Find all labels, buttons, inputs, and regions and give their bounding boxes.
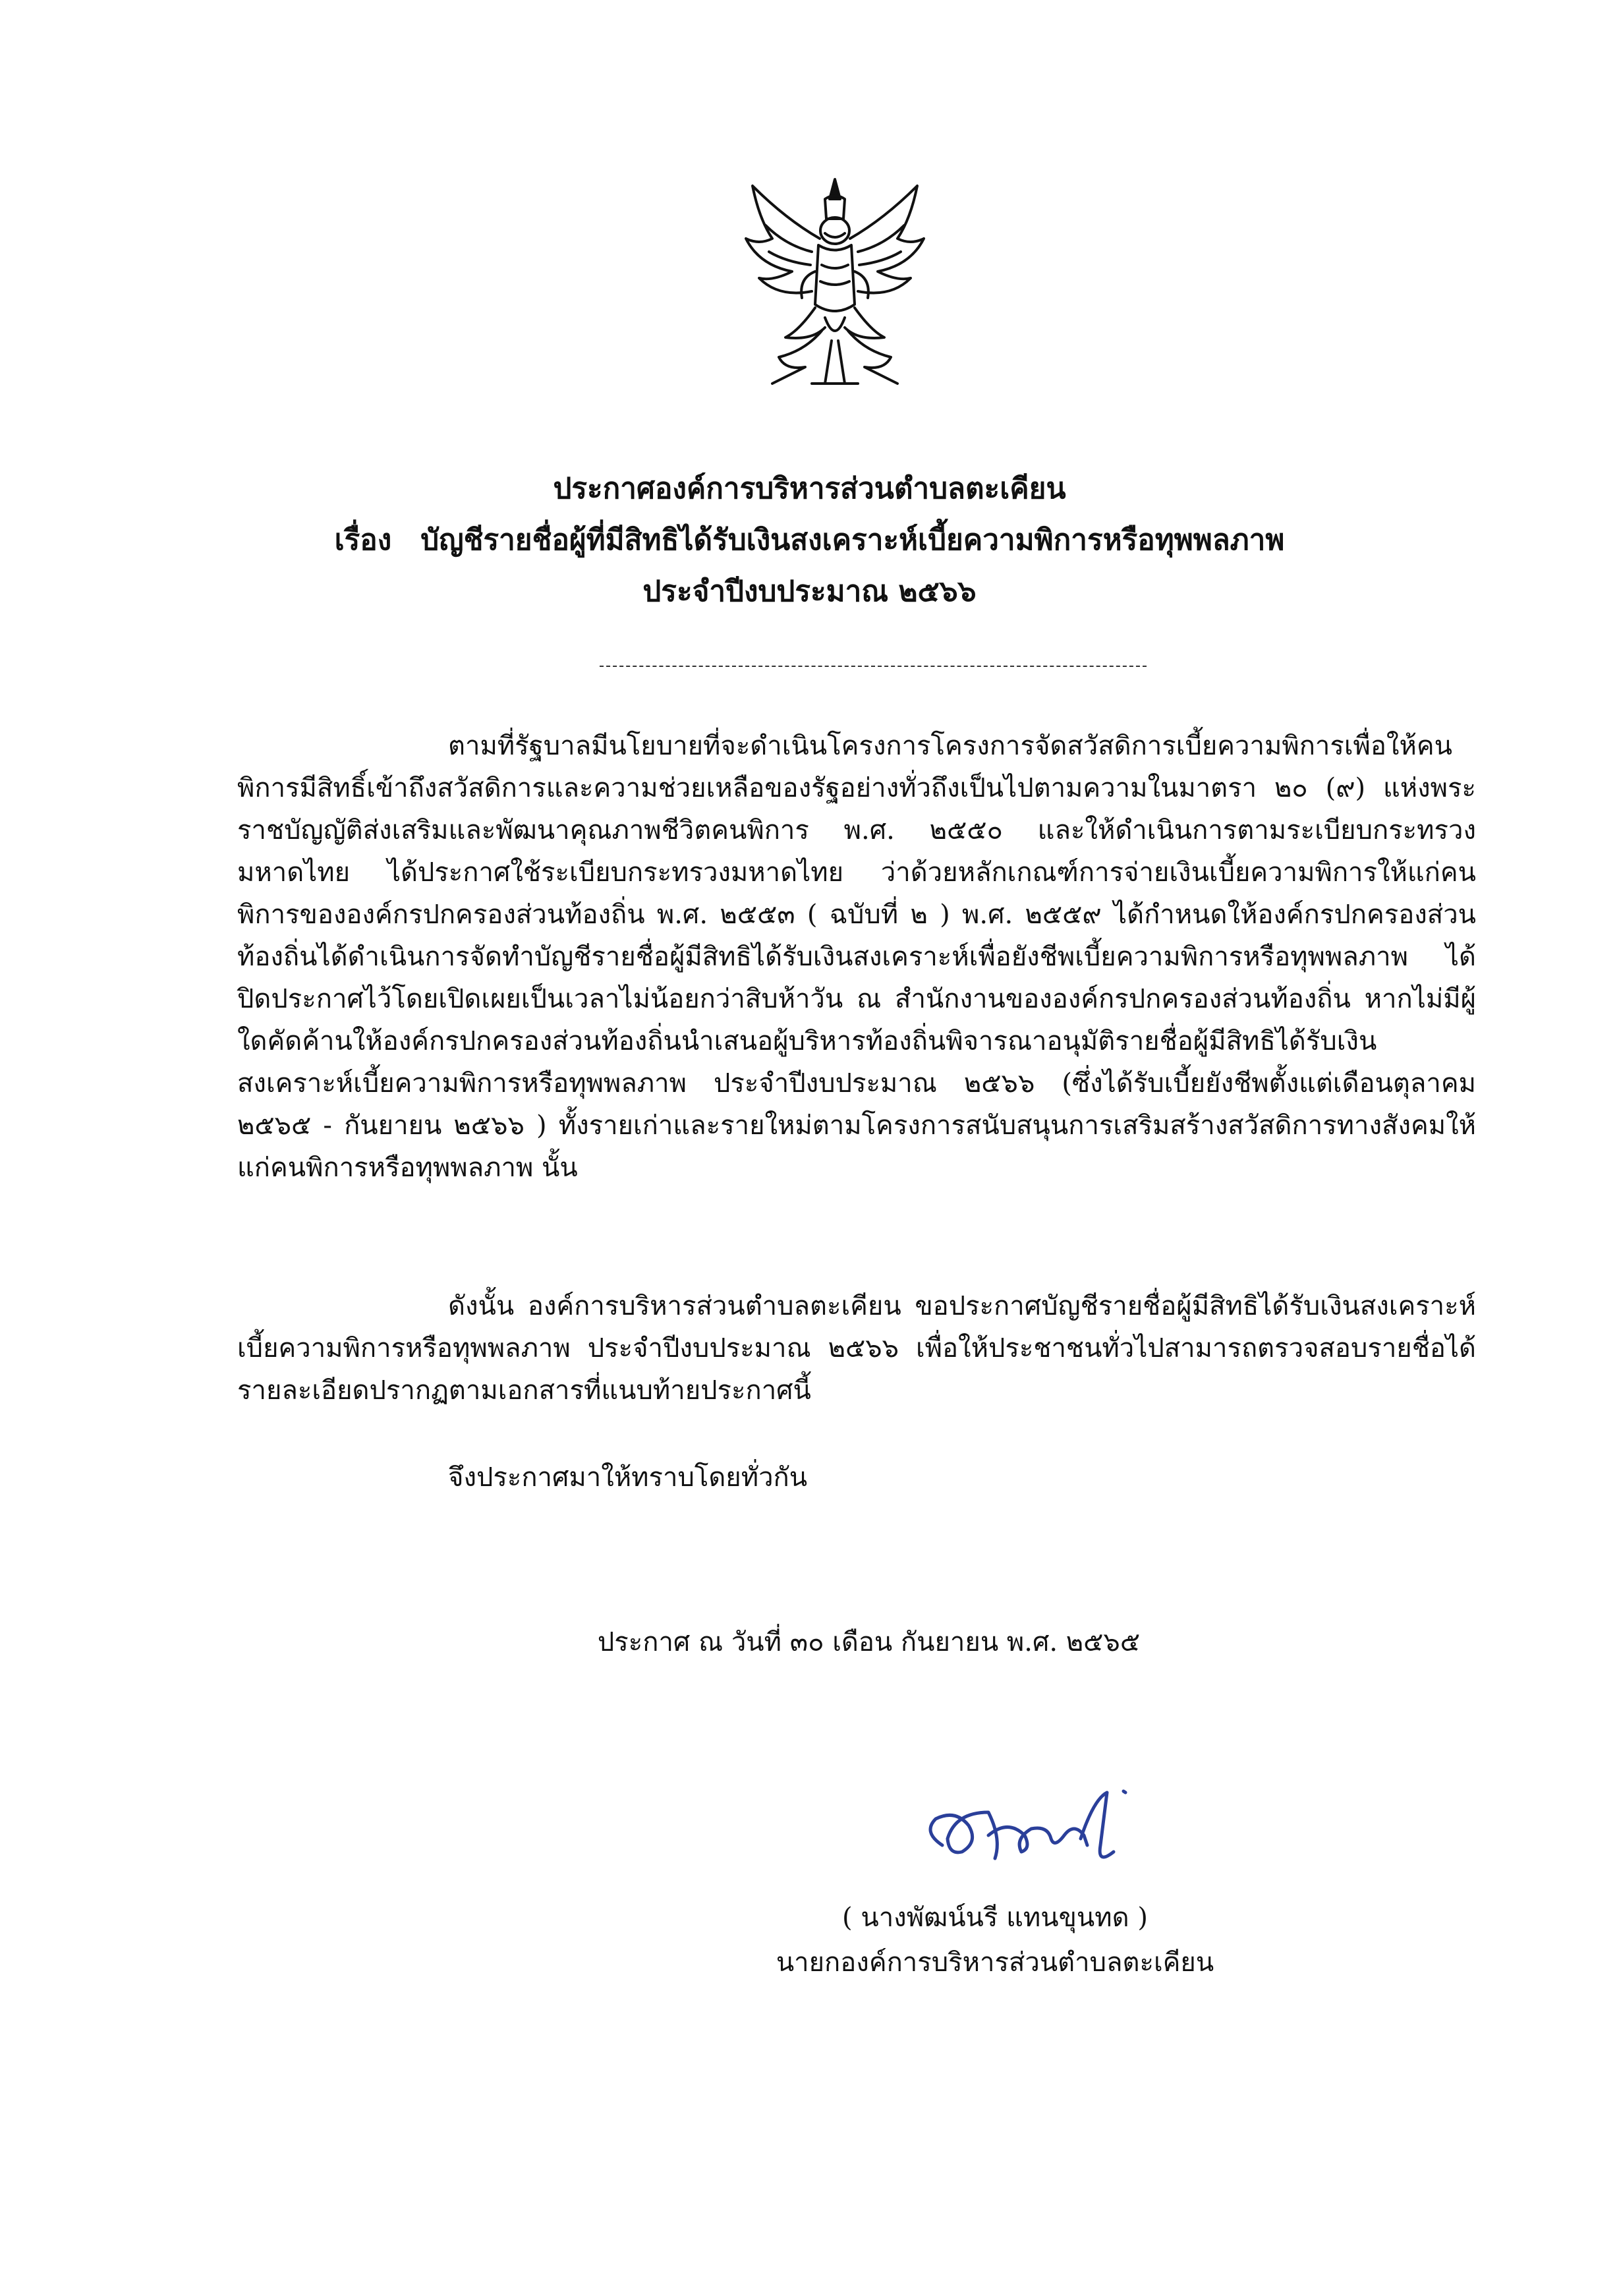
fiscal-year-line: ประจำปีงบประมาณ ๒๕๖๖ [642,575,977,608]
body-paragraph-2: ดังนั้น องค์การบริหารส่วนตำบลตะเคียน ขอประกาศบัญชีรายชื่อผู้มีสิทธิได้รับเงินสงเคราะห์เบี้ยความพิการหรือทุพพลภาพ ประจำปีงบประมาณ ๒๕๖๖ เพื่อให้ประชาชนทั่วไปสามารถตรวจสอบรายชื่อได้ รายละเอียดปรากฏตามเอกสารที่แนบท้ายประกาศนี้ [237,1291,1476,1406]
announcement-subject [0,515,1619,565]
signer-position: นายกองค์การบริหารส่วนตำบลตะเคียน [776,1947,1214,1978]
subject-text: บัญชีรายชื่อผู้ที่มีสิทธิได้รับเงินสงเคราะห์เบี้ยความพิการหรือทุพพลภาพ [420,523,1285,557]
handwritten-signature [916,1773,1166,1885]
announcement-title: ประกาศองค์การบริหารส่วนตำบลตะเคียน [553,472,1066,505]
announcement-dateline: ประกาศ ณ วันที่ ๓๐ เดือน กันยายน พ.ศ. ๒๕๖๕ [597,1627,1141,1657]
body-paragraph-1: ตามที่รัฐบาลมีนโยบายที่จะดำเนินโครงการโครงการจัดสวัสดิการเบี้ยความพิการเพื่อให้คนพิการมีสิทธิ์เข้าถึงสวัสดิการและความช่วยเหลือของรัฐอย่างทั่วถึงเป็นไปตามความในมาตรา ๒๐ (๙) แห่งพระราชบัญญัติส่งเสริมและพัฒนาคุณภาพชีวิตคนพิการ พ.ศ. ๒๕๕๐ และให้ดำเนินการตามระเบียบกระทรวงมหาดไทย ได้ประกาศใช้ระเบียบกระทรวงมหาดไทย ว่าด้วยหลักเกณฑ์การจ่ายเงินเบี้ยความพิการให้แก่คนพิการขององค์กรปกครองส่วนท้องถิ่น พ.ศ. ๒๕๕๓ ( ฉบับที่ ๒ ) พ.ศ. ๒๕๕๙ ได้กำหนดให้องค์กรปกครองส่วนท้องถิ่นได้ดำเนินการจัดทำบัญชีรายชื่อผู้มีสิทธิได้รับเงินสงเคราะห์เพื่อยังชีพเบี้ยความพิการหรือทุพพลภาพ ได้ปิดประกาศไว้โดยเปิดเผยเป็นเวลาไม่น้อยกว่าสิบห้าวัน ณ สำนักงานขององค์กรปกครองส่วนท้องถิ่น หากไม่มีผู้ใดคัดค้านให้องค์กรปกครองส่วนท้องถิ่นนำเสนอผู้บริหารท้องถิ่นพิจารณาอนุมัติรายชื่อผู้มีสิทธิได้รับเงินสงเคราะห์เบี้ยความพิการหรือทุพพลภาพ ประจำปีงบประมาณ ๒๕๖๖ (ซึ่งได้รับเบี้ยยังชีพตั้งแต่เดือนตุลาคม ๒๕๖๕ - กันยายน ๒๕๖๖ ) ทั้งรายเก่าและรายใหม่ตามโครงการสนับสนุนการเสริมสร้างสวัสดิการทางสังคมให้แก่คนพิการหรือทุพพลภาพ นั้น [237,731,1476,1183]
signer-name: ( นางพัฒน์นรี แทนขุนทด ) [842,1903,1148,1933]
body-paragraph-3: จึงประกาศมาให้ทราบโดยทั่วกัน [448,1462,808,1493]
subject-keyword: เรื่อง [334,523,392,557]
title-divider [600,666,1147,667]
garuda-emblem-icon [733,173,937,397]
